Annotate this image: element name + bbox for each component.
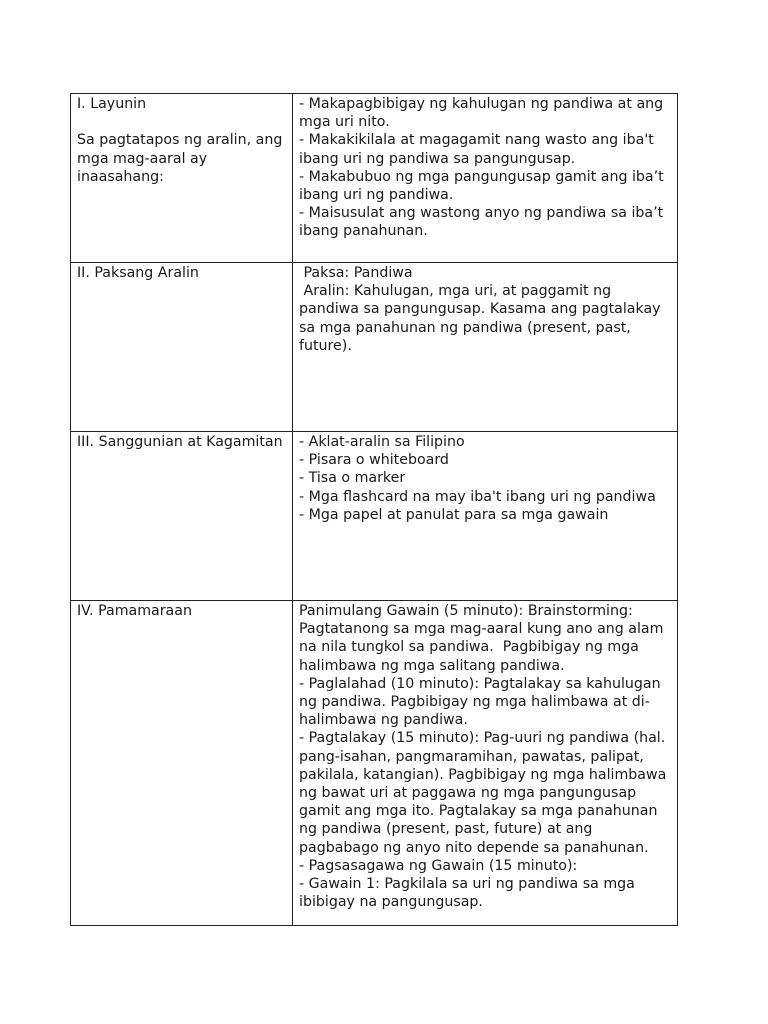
list-item: Paksa: Pandiwa <box>299 265 413 281</box>
list-item: - Mga papel at panulat para sa mga gawain <box>299 506 609 523</box>
row-heading: IV. Pamamaraan <box>77 603 192 619</box>
list-item: - Tisa o marker <box>299 470 406 487</box>
cell-content-sanggunian <box>293 432 678 601</box>
list-item: - Makapagbibigay ng kahulugan ng pandiwa at ang mga uri nito. <box>299 96 668 131</box>
table-row-pamamaraan <box>71 601 678 926</box>
list-item: - Makakikilala at magagamit nang wasto ang iba't ibang uri ng pandiwa sa pangungusap. <box>299 132 659 167</box>
table-row-paksang-aralin <box>71 263 678 432</box>
row-subheading: Sa pagtatapos ng aralin, ang mga mag-aaral ay inaasahang: <box>77 132 287 185</box>
row-heading: I. Layunin <box>77 96 147 112</box>
cell-heading-sanggunian <box>71 432 293 601</box>
cell-heading-pamamaraan <box>71 601 293 926</box>
list-item: - Gawain 1: Pagkilala sa uri ng pandiwa sa mga ibibigay na pangungusap. <box>299 876 640 911</box>
cell-heading-layunin <box>71 94 293 263</box>
cell-heading-paksang-aralin <box>71 263 293 432</box>
row-heading: III. Sanggunian at Kagamitan <box>77 434 283 450</box>
list-item: - Pagtalakay (15 minuto): Pag-uuri ng pandiwa (hal. pang-isahan, pangmaramihan, pawatas, palipat, pakilala, katangian). Pagbibigay ng mga halimbawa ng bawat uri at paggawa ng mga pangungusap gamit ang mga ito. Pagtalakay sa mga panahunan ng pandiwa (present, past, future) at ang pagbabago ng anyo nito depende sa panahunan. <box>299 730 671 856</box>
list-item: - Makabubuo ng mga pangungusap gamit ang iba’t ibang uri ng pandiwa. <box>299 168 669 204</box>
list-item: - Aklat-aralin sa Filipino <box>299 434 465 450</box>
cell-content-paksang-aralin <box>293 263 678 432</box>
list-item: Aralin: Kahulugan, mga uri, at paggamit ng pandiwa sa pangungusap. Kasama ang pagtalakay sa mga panahunan ng pandiwa (present, past, future). <box>299 283 666 354</box>
list-item: - Mga flashcard na may iba't ibang uri ng pandiwa <box>299 488 656 505</box>
table-row-layunin <box>71 94 678 263</box>
spacer <box>77 113 286 131</box>
lesson-plan-table <box>70 93 678 926</box>
cell-content-layunin <box>293 94 678 263</box>
table-row-sanggunian <box>71 432 678 601</box>
list-item: - Maisusulat ang wastong anyo ng pandiwa sa iba’t ibang panahunan. <box>299 205 668 240</box>
cell-content-pamamaraan <box>293 601 678 926</box>
list-item: - Paglalahad (10 minuto): Pagtalakay sa kahulugan ng pandiwa. Pagbibigay ng mga halimbawa at di-halimbawa ng pandiwa. <box>299 675 666 729</box>
list-item: - Pagsasagawa ng Gawain (15 minuto): <box>299 857 578 874</box>
row-heading: II. Paksang Aralin <box>77 265 199 281</box>
list-item: - Pisara o whiteboard <box>299 452 449 469</box>
list-item: Panimulang Gawain (5 minuto): Brainstorming: Pagtatanong sa mga mag-aaral kung ano ang alam na nila tungkol sa pandiwa. Pagbibigay ng mga halimbawa ng mga salitang pandiwa. <box>299 603 668 674</box>
